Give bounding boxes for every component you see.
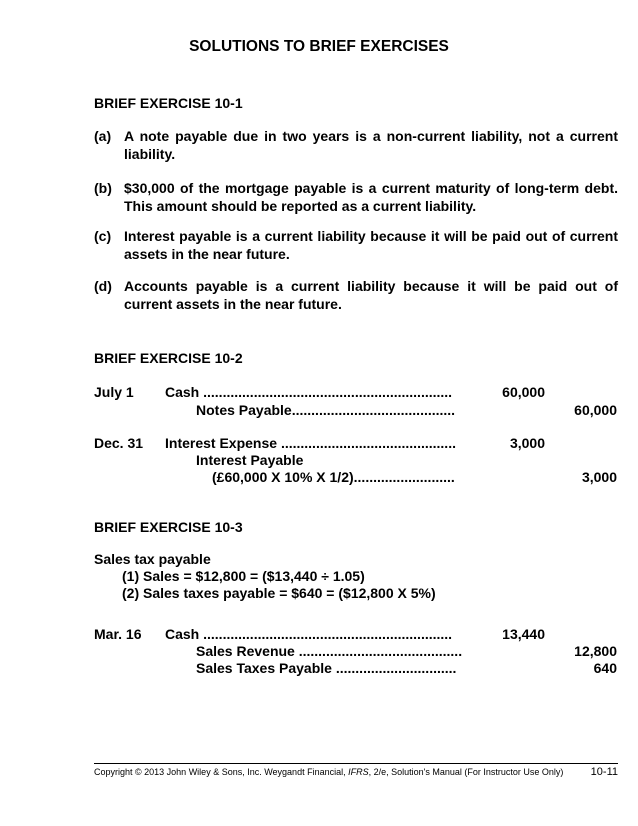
be1-item-a [94, 127, 618, 163]
item-text: Interest payable is a current liability because it will be paid out of current assets in the near future. [124, 228, 618, 262]
be3-subheading: Sales tax payable [94, 551, 211, 567]
credit-account: Sales Taxes Payable ............................... [196, 660, 457, 676]
page-number: 10-11 [590, 766, 618, 778]
page-title: SOLUTIONS TO BRIEF EXERCISES [189, 38, 449, 55]
be1-item-b [94, 179, 618, 215]
be3-heading: BRIEF EXERCISE 10-3 [94, 519, 243, 535]
credit-account: Notes Payable.......................................... [196, 402, 456, 418]
debit-amount: 13,440 [502, 626, 545, 642]
credit-amount: 60,000 [574, 402, 617, 418]
debit-account: Interest Expense ............................................. [165, 435, 456, 451]
footer-copyright [94, 767, 563, 777]
entry-date: July 1 [94, 384, 134, 400]
item-label: (d) [94, 278, 112, 294]
entry-date: Dec. 31 [94, 435, 144, 451]
be1-item-d [94, 277, 618, 313]
credit-account: Sales Revenue .......................................... [196, 643, 463, 659]
credit-amount: 3,000 [581, 469, 617, 485]
be2-heading: BRIEF EXERCISE 10-2 [94, 350, 243, 366]
debit-amount: 60,000 [502, 384, 545, 400]
footer-divider [94, 763, 618, 764]
copyright-text: Copyright © 2013 John Wiley & Sons, Inc. Weygandt Financial, [94, 767, 349, 777]
entry-date: Mar. 16 [94, 626, 142, 642]
debit-amount: 3,000 [509, 435, 545, 451]
copyright-text-end: , 2/e, Solution's Manual (For Instructor Use Only) [368, 767, 564, 777]
be1-heading: BRIEF EXERCISE 10-1 [94, 95, 243, 111]
item-text: Accounts payable is a current liability because it will be paid out of current assets in the near future. [124, 278, 618, 312]
item-text: A note payable due in two years is a non-current liability, not a current liability. [124, 128, 618, 162]
debit-account: Cash ................................................................ [165, 384, 453, 400]
copyright-italic: IFRS [348, 767, 369, 777]
credit-account: Interest Payable [196, 452, 304, 468]
credit-amount: 640 [593, 660, 617, 676]
be1-item-c [94, 227, 618, 263]
debit-account: Cash ................................................................ [165, 626, 453, 642]
credit-amount: 12,800 [574, 643, 617, 659]
calc-line: (2) Sales taxes payable = $640 = ($12,800 X 5%) [122, 585, 436, 601]
item-label: (c) [94, 228, 112, 244]
item-label: (b) [94, 180, 112, 196]
item-text: $30,000 of the mortgage payable is a current maturity of long-term debt. This amount should be reported as a current liability. [124, 180, 618, 214]
item-label: (a) [94, 128, 112, 144]
credit-account-detail: (£60,000 X 10% X 1/2).......................... [212, 469, 455, 485]
calc-line: (1) Sales = $12,800 = ($13,440 ÷ 1.05) [122, 568, 365, 584]
